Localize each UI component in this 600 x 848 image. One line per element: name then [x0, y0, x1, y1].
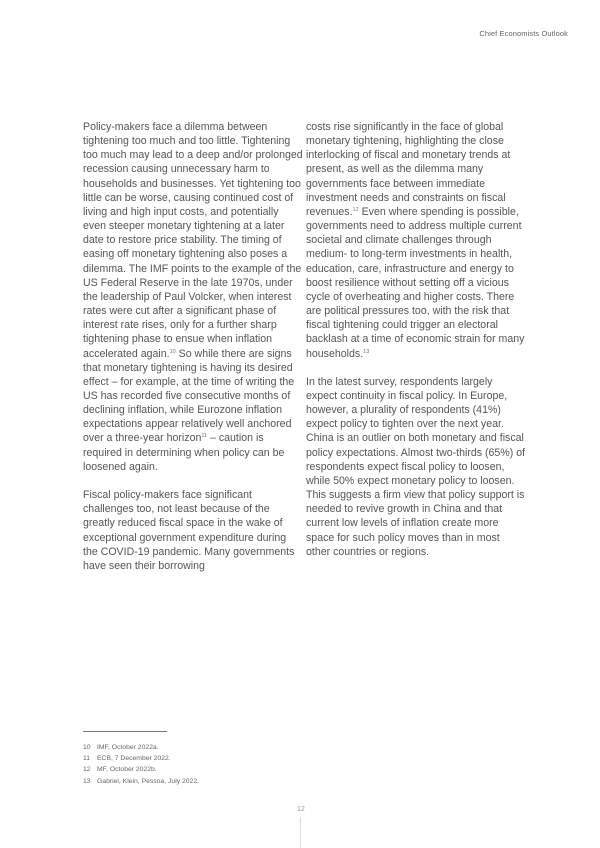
- footnote-item: [83, 764, 199, 775]
- left-column: [83, 120, 303, 587]
- footnote-item: [83, 753, 199, 764]
- right-column: [306, 120, 526, 573]
- footnote-item: [83, 742, 199, 753]
- footnote-number: 12: [83, 766, 91, 774]
- footnote-ref-11[interactable]: 11: [201, 433, 208, 440]
- paragraph-text: So while there are signs that monetary tightening is having its desired effect – for example, at the time of writing the US has recorded five consecutive months of declining inflation, while Eurozone inflation expectations appear relatively well anchored over a three-year horizon: [83, 347, 295, 445]
- page-number: 12: [297, 806, 305, 813]
- footnotes-list: [83, 742, 199, 787]
- paragraph-monetary-dilemma: [83, 120, 303, 474]
- footnote-ref-13[interactable]: 13: [363, 348, 370, 355]
- page-number-rule: [300, 817, 301, 848]
- running-header-title: Chief Economists Outlook: [479, 29, 568, 38]
- paragraph-borrowing-costs: [306, 120, 526, 361]
- footnote-text: ECB, 7 December 2022.: [97, 755, 171, 763]
- footnote-number: 13: [83, 777, 91, 785]
- footnote-text: IMF, October 2022a.: [97, 744, 159, 751]
- footnote-ref-12[interactable]: 12: [352, 206, 359, 213]
- footnote-divider: [83, 731, 167, 732]
- paragraph-survey-results: In the latest survey, respondents largely expect continuity in fiscal policy. In Europe, however, a plurality of respondents (41%) expect policy to tighten over the next year. China is an outlier on both monetary and fiscal policy expectations. Almost two-thirds (65%) of respondents expect fiscal policy to loosen, while 50% expect monetary policy to loosen. This suggests a firm view that policy support is needed to revive growth in China and that current low levels of inflation create more space for such policy moves than in most other countries or regions.: [306, 375, 526, 558]
- footnote-text: Gabriel, Klein, Pessoa, July 2022.: [97, 777, 200, 785]
- footnote-number: 10: [83, 744, 91, 751]
- footnote-ref-10[interactable]: 10: [169, 348, 176, 355]
- footnote-text: MF, October 2022b.: [97, 766, 157, 774]
- paragraph-text: – caution is required in determining when policy can be loosened again.: [83, 432, 285, 473]
- paragraph-text: Policy-makers face a dilemma between tightening too much and too little. Tightening too much may lead to a deep and/or prolonged recession causing unnecessary harm to households and businesses. Yet tightening too little can be worse, causing continued cost of living and high input costs, and potentially even steeper monetary tightening at a later date to restore price stability. The timing of easing off monetary tightening also poses a dilemma. The IMF points to the example of the US Federal Reserve in the late 1970s, under the leadership of Paul Volcker, when interest rates were cut after a significant phase of interest rate rises, only for a further sharp tightening phase to ensue when inflation accelerated again.: [83, 121, 303, 360]
- footnote-item: [83, 776, 199, 787]
- paragraph-text: Even where spending is possible, governments need to address multiple current societal and climate challenges through medium- to long-term investments in health, education, care, infrastructure and energy to boost resilience without setting off a vicious cycle of overheating and higher costs. There are political pressures too, with the risk that fiscal tightening could trigger an electoral backlash at a time of economic strain for many households.: [306, 205, 525, 360]
- paragraph-text: costs rise significantly in the face of global monetary tightening, highlighting the close interlocking of fiscal and monetary trends at present, as well as the dilemma many governments face between immediate investment needs and constraints on fiscal revenues.: [306, 121, 511, 218]
- paragraph-fiscal-challenges: Fiscal policy-makers face significant challenges too, not least because of the greatly reduced fiscal space in the wake of exceptional government expenditure during the COVID-19 pandemic. Many governments have seen their borrowing: [83, 489, 295, 572]
- footnote-number: 11: [83, 755, 91, 763]
